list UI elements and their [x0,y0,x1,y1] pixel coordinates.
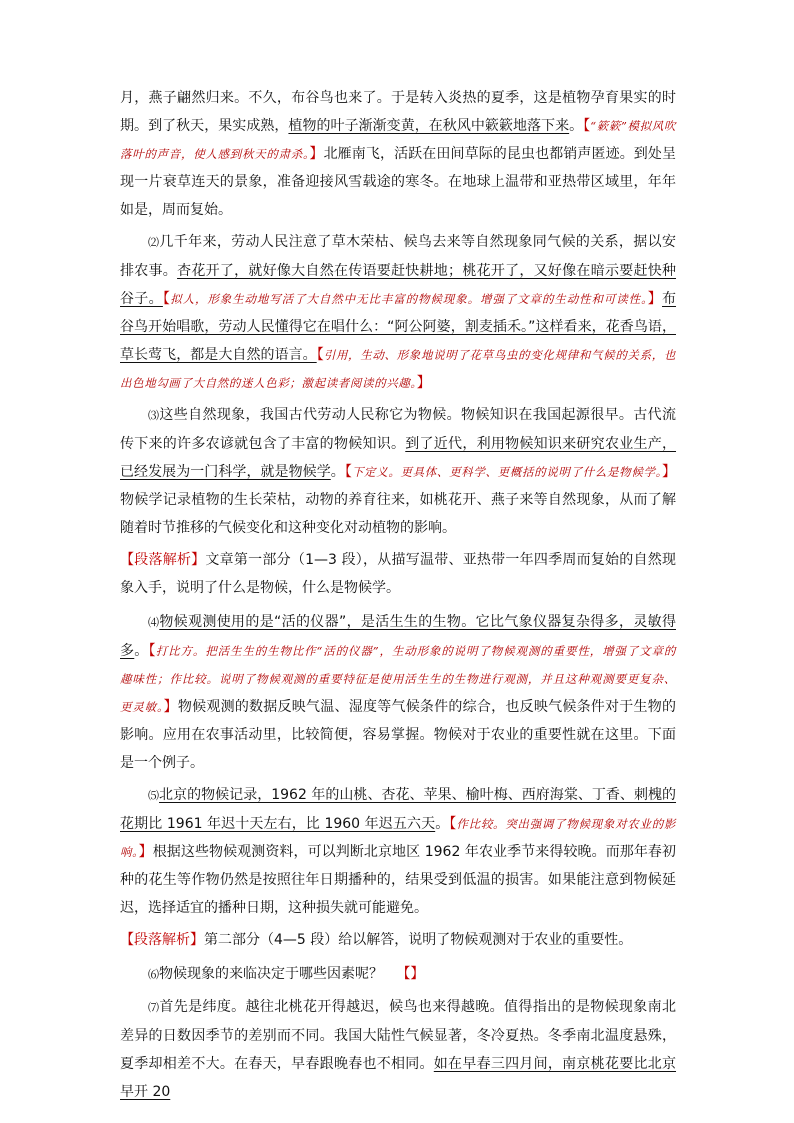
empty-annotation-bracket: 【】 [396,966,425,982]
note-bracket-close: 】 [647,291,663,307]
note-bracket-open: 【 [449,816,457,832]
paragraph-number: ⑷ [148,616,160,629]
annotation-note: 拟人，形象生动地写活了大自然中无比丰富的物候现象。增强了文章的生动性和可读性。 [170,292,648,306]
document-page [120,84,676,1110]
paragraph-number: ⑹ [148,968,159,981]
paragraph-5-text: 根据这些物候观测资料，可以判断北京地区 1962 年农业季节来得较晚。而那年春初种的花生等作物仍然是按照往年日期播种的，结果受到低温的损害。如果能注意到物候延迟，选择适宜的播种日期，这种损失就可能避免。 [120,844,677,916]
paragraph-number: ⑵ [148,236,160,249]
paragraph-3-underlined: 到了近代，利用物候知识来研究农业生产，已经发展为一门科学，就是物候学 [120,436,677,480]
note-bracket-open: 【 [148,643,156,659]
paragraph-7-text: 首先是纬度。越往北桃花开得越迟，候鸟也来得越晚。值得指出的是物候现象南北差异的日数因季节的差别而不同。我国大陆性气候显著，冬冷夏热。冬季南北温度悬殊，夏季却相差不大。在春天，早春跟晚春也不相同。 [120,999,677,1072]
paragraph-7-underlined: 如在早春三四月间，南京桃花要比北京早开 20 [120,1056,677,1100]
note-bracket-close: 】 [138,844,153,860]
paragraph-7 [120,993,676,1106]
note-bracket-open: 【 [162,291,171,307]
segment-analysis-text: 文章第一部分（1—3 段），从描写温带、亚热带一年四季周而复始的自然现象入手，说明了什么是物候，什么是物候学。 [120,552,677,596]
note-bracket-close: 】 [163,699,178,715]
paragraph-number: ⑺ [148,1001,160,1014]
segment-analysis-label: 【段落解析】 [120,552,206,568]
punctuation: 。 [330,464,345,480]
note-bracket-open: 【 [344,464,352,480]
paragraph-4 [120,608,676,777]
paragraph-3 [120,401,676,542]
paragraph-1-underlined: 植物的叶子渐渐变黄，在秋风中簌簌地落下来 [288,118,570,134]
segment-analysis-label: 【段落解析】 [120,932,204,948]
paragraph-5-underlined: 北京的物候记录，1962 年的山桃、杏花、苹果、榆叶梅、西府海棠、丁香、刺槐的花期比 1961 年迟十天左右，比 1960 年迟五六天 [120,787,677,832]
paragraph-3-text-cont: 物候学记录植物的生长荣枯，动物的养育往来，如桃花开、燕子来等自然现象，从而了解随着时节推移的气候变化和这种变化对动植物的影响。 [120,492,676,536]
segment-analysis-2 [120,926,676,954]
punctuation: 。 [569,118,584,134]
annotation-note: 下定义。更具体、更科学、更概括的说明了什么是物候学。 [351,465,663,479]
segment-analysis-text: 第二部分（4—5 段）给以解答，说明了物候观测对于农业的重要性。 [204,932,633,948]
paragraph-1-text-cont: 北雁南飞，活跃在田间草际的昆虫也都销声匿迹。到处呈现一片衰草连天的景象，准备迎接风雪载途的寒冬。在地球上温带和亚热带区域里，年年如是，周而复始。 [120,146,677,218]
annotation-note: 打比方。把活生生的生物比作“活的仪器”，生动形象的说明了物候观测的重要性，增强了文章的趣味性；作比较。说明了物候观测的重要特征是使用活生生的生物进行观测，并且这种观测要更复杂、更灵敏。 [120,644,676,714]
note-bracket-close: 】 [416,375,431,391]
paragraph-1-text: 月，燕子翩然归来。不久，布谷鸟也来了。于是转入炎热的夏季，这是植物孕育果实的时期。到了秋天，果实成熟， [120,90,676,134]
note-bracket-close: 】 [309,146,324,162]
paragraph-2-underlined-2: 布谷鸟开始唱歌，劳动人民懂得它在唱什么：“阿公阿婆，割麦插禾。”这样看来，花香鸟语，草长莺飞，都是大自然的语言。 [120,291,677,363]
paragraph-5 [120,781,676,922]
segment-analysis-1 [120,546,676,602]
note-bracket-open: 【 [316,347,324,363]
paragraph-6 [120,960,676,989]
paragraph-2-underlined-1: 杏花开了，就好像大自然在传语要赶快耕地；桃花开了，又好像在暗示要赶快种谷子。 [120,263,677,307]
paragraph-1 [120,84,676,224]
note-bracket-open: 【 [583,118,591,134]
paragraph-4-underlined: 物候观测使用的是“活的仪器”，是活生生的生物。它比气象仪器复杂得多，灵敏得多 [120,614,676,659]
paragraph-3-text: 这些自然现象，我国古代劳动人民称它为物候。物候知识在我国起源很早。古代流传下来的许多农谚就包含了丰富的物候知识。 [120,407,677,452]
paragraph-2 [120,228,676,397]
paragraph-number: ⑶ [148,409,160,422]
annotation-note: “簌簌”模拟风吹落叶的声音，使人感到秋天的肃杀。 [120,119,677,161]
paragraph-6-text: 物候现象的来临决定于哪些因素呢？ [159,966,383,982]
paragraph-4-text: 物候观测的数据反映气温、湿度等气候条件的综合，也反映气候条件对于生物的影响。应用在农事活动里，比较简便，容易掌握。物候对于农业的重要性就在这里。下面是一个例子。 [120,699,677,771]
punctuation: 。 [134,643,149,659]
annotation-note: 作比较。突出强调了物候现象对农业的影响。 [120,817,677,859]
paragraph-2-text: 几千年来，劳动人民注意了草木荣枯、候鸟去来等自然现象同气候的关系，据以安排农事。 [120,234,677,279]
annotation-note: 引用，生动、形象地说明了花草鸟虫的变化规律和气候的关系，也出色地勾画了大自然的迷人色彩；激起读者阅读的兴趣。 [120,348,677,390]
note-bracket-close: 】 [662,464,677,480]
punctuation: 。 [435,816,450,832]
paragraph-number: ⑸ [148,789,160,802]
